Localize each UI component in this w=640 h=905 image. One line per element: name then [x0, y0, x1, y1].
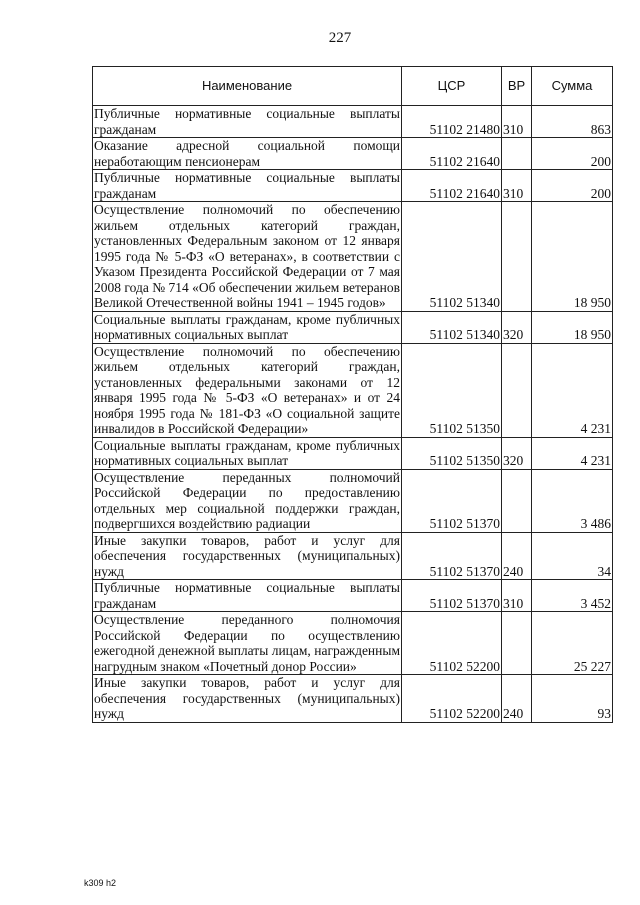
row-vr	[502, 343, 532, 437]
row-name: Социальные выплаты гражданам, кроме публичных нормативных социальных выплат	[94, 311, 400, 342]
row-sum: 18 950	[532, 202, 613, 312]
header-vr: ВР	[502, 67, 532, 106]
row-csr: 51102 51370	[402, 532, 502, 580]
header-sum: Сумма	[532, 67, 613, 106]
document-footer-code: k309 h2	[84, 878, 117, 888]
table-row	[93, 343, 613, 437]
row-sum: 200	[532, 138, 613, 170]
row-sum: 18 950	[532, 311, 613, 343]
table-row	[93, 612, 613, 675]
row-csr: 51102 51350	[402, 437, 502, 469]
row-csr: 51102 51370	[402, 580, 502, 612]
row-csr: 51102 52200	[402, 675, 502, 723]
table-row	[93, 106, 613, 138]
row-name: Иные закупки товаров, работ и услуг для обеспечения государственных (муниципальных) нужд	[94, 675, 400, 721]
row-name: Оказание адресной социальной помощи неработающим пенсионерам	[94, 138, 400, 169]
table-row	[93, 202, 613, 312]
table-row	[93, 675, 613, 723]
row-name: Публичные нормативные социальные выплаты гражданам	[94, 170, 400, 201]
row-sum: 3 452	[532, 580, 613, 612]
row-csr: 51102 52200	[402, 612, 502, 675]
row-vr: 310	[502, 170, 532, 202]
row-name: Осуществление полномочий по обеспечению жильем отдельных категорий граждан, установленных федеральными законами от 12 января 1995 года № 5-ФЗ «О ветеранах» и от 24 ноября 1995 года № 181-ФЗ «О социальной защите инвалидов в Российской Федерации»	[94, 343, 400, 436]
row-vr: 310	[502, 106, 532, 138]
row-csr: 51102 51370	[402, 469, 502, 532]
row-name: Иные закупки товаров, работ и услуг для обеспечения государственных (муниципальных) нужд	[94, 532, 400, 579]
row-csr: 51102 51350	[402, 343, 502, 437]
header-name: Наименование	[93, 67, 402, 106]
table-row	[93, 311, 613, 343]
budget-table	[92, 66, 613, 723]
row-vr: 240	[502, 532, 532, 580]
row-sum: 4 231	[532, 343, 613, 437]
row-name: Социальные выплаты гражданам, кроме публичных нормативных социальных выплат	[94, 437, 400, 468]
row-sum: 25 227	[532, 612, 613, 675]
row-csr: 51102 51340	[402, 202, 502, 312]
row-vr	[502, 202, 532, 312]
row-vr: 320	[502, 311, 532, 343]
table-row	[93, 469, 613, 532]
page-number: 227	[328, 30, 352, 46]
row-name: Осуществление переданного полномочия Российской Федерации по осуществлению ежегодной денежной выплаты лицам, награжденным нагрудным знаком «Почетный донор России»	[94, 612, 400, 674]
row-vr	[502, 469, 532, 532]
table-row	[93, 138, 613, 170]
row-vr	[502, 138, 532, 170]
row-sum: 863	[532, 106, 613, 138]
row-csr: 51102 21480	[402, 106, 502, 138]
row-sum: 93	[532, 675, 613, 723]
table-row	[93, 532, 613, 580]
row-sum: 4 231	[532, 437, 613, 469]
row-name: Публичные нормативные социальные выплаты гражданам	[94, 580, 400, 611]
table-row	[93, 580, 613, 612]
row-csr: 51102 51340	[402, 311, 502, 343]
row-vr: 320	[502, 437, 532, 469]
row-name: Публичные нормативные социальные выплаты гражданам	[94, 106, 400, 137]
row-sum: 200	[532, 170, 613, 202]
table-header-row	[93, 67, 613, 106]
row-name: Осуществление полномочий по обеспечению жильем отдельных категорий граждан, установленных Федеральным законом от 12 января 1995 года № 5-ФЗ «О ветеранах», в соответствии с Указом Президента Российской Федерации от 7 мая 2008 года № 714 «Об обеспечении жильем ветеранов Великой Отечественной войны 1941 – 1945 годов»	[94, 202, 400, 310]
row-vr	[502, 612, 532, 675]
row-sum: 3 486	[532, 469, 613, 532]
row-name: Осуществление переданных полномочий Российской Федерации по предоставлению отдельных мер социальной поддержки граждан, подвергшихся воздействию радиации	[94, 469, 400, 531]
header-csr: ЦСР	[402, 67, 502, 106]
table-row	[93, 437, 613, 469]
row-csr: 51102 21640	[402, 170, 502, 202]
table-row	[93, 170, 613, 202]
row-vr: 310	[502, 580, 532, 612]
row-csr: 51102 21640	[402, 138, 502, 170]
row-sum: 34	[532, 532, 613, 580]
row-vr: 240	[502, 675, 532, 723]
